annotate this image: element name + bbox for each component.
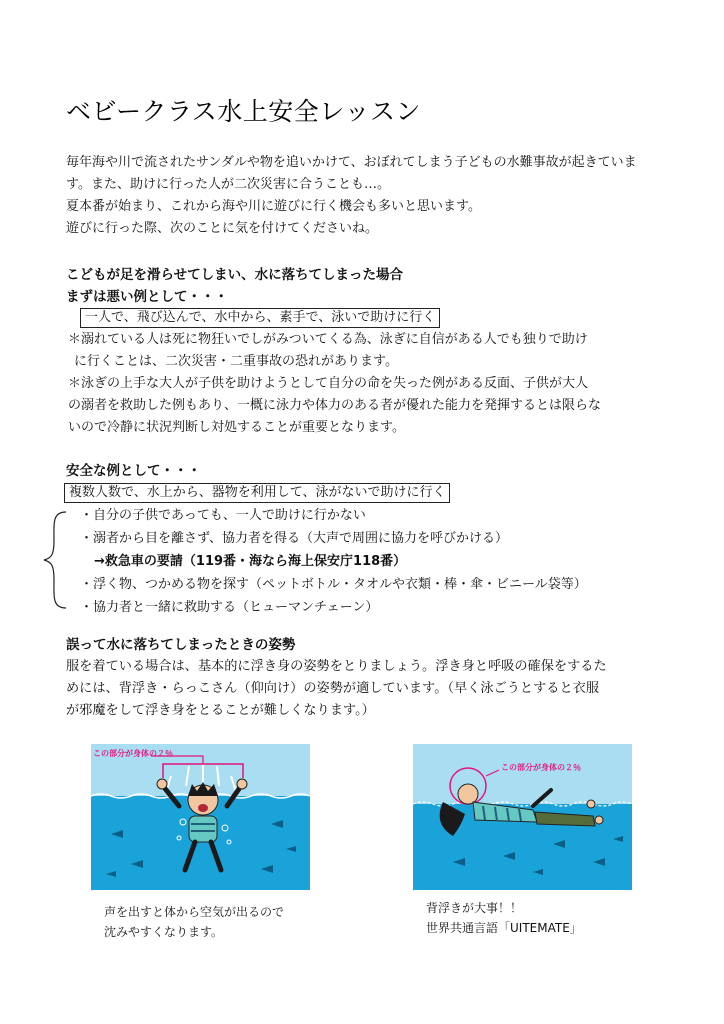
illustration-back-float <box>413 744 632 890</box>
bad-example-box: 一人で、飛び込んで、水中から、素手で、泳いで助けに行く <box>80 308 440 328</box>
intro-line: す。また、助けに行った人が二次災害に合うことも…。 <box>66 177 390 192</box>
section3-heading: 誤って水に落ちてしまったときの姿勢 <box>66 637 296 653</box>
note-line: ＊泳ぎの上手な大人が子供を助けようとして自分の命を失った例がある反面、子供が大人 <box>68 376 589 391</box>
note-line: ＊溺れている人は死に物狂いでしがみついてくる為、泳ぎに自信がある人でも独りで助け <box>68 332 588 347</box>
body-line: 服を着ている場合は、基本的に浮き身の姿勢をとりましょう。浮き身と呼吸の確保をするた <box>66 659 607 674</box>
caption-line: 背浮きが大事！！ <box>426 901 523 915</box>
illustration-label: この部分が身体の２％ <box>501 763 581 772</box>
good-example-box: 複数人数で、水上から、器物を利用して、泳がないで助けに行く <box>64 483 450 503</box>
illustration-shouting-child <box>91 744 310 890</box>
intro-line: 遊びに行った際、次のことに気を付けてくださいね。 <box>66 221 379 236</box>
bad-example-heading: まずは悪い例として・・・ <box>66 289 228 305</box>
list-item: ・浮く物、つかめる物を探す（ペットボトル・タオルや衣類・棒・傘・ビニール袋等） <box>80 577 587 592</box>
caption-left <box>104 902 284 942</box>
list-item: ・溺者から目を離さず、協力者を得る（大声で周囲に協力を呼びかける） <box>80 531 508 546</box>
caption-line: 声を出すと体から空気が出るので <box>104 905 285 919</box>
illustration-label: この部分が身体の２％ <box>93 749 173 758</box>
section1-heading: こどもが足を滑らせてしまい、水に落ちてしまった場合 <box>66 267 403 283</box>
caption-right <box>426 898 582 938</box>
list-item: ・自分の子供であっても、一人で助けに行かない <box>80 508 366 523</box>
note-line: に行くことは、二次災害・二重事故の恐れがあります。 <box>74 354 398 369</box>
intro-line: 毎年海や川で流されたサンダルや物を追いかけて、おぼれてしまう子どもの水難事故が起きていま <box>66 155 637 170</box>
curly-brace-icon <box>40 510 70 610</box>
list-item: ・協力者と一緒に救助する（ヒューマンチェーン） <box>80 600 379 615</box>
good-example-list <box>80 504 587 619</box>
intro-paragraph <box>66 152 666 240</box>
caption-line: 沈みやすくなります。 <box>104 925 224 939</box>
page-title: ベビークラス水上安全レッスン <box>66 97 422 126</box>
note-line: いので冷静に状況判断し対処することが重要となります。 <box>68 420 405 435</box>
caption-line: 世界共通言語「UITEMATE」 <box>426 921 582 935</box>
bad-example-notes <box>68 329 668 439</box>
list-item-ambulance: →救急車の要請（119番・海なら海上保安庁118番） <box>94 554 407 569</box>
body-line: が邪魔をして浮き身をとることが難しくなります。） <box>66 703 375 718</box>
intro-line: 夏本番が始まり、これから海や川に遊びに行く機会も多いと思います。 <box>66 199 481 214</box>
section3-body <box>66 656 666 722</box>
note-line: の溺者を救助した例もあり、一概に泳力や体力のある者が優れた能力を発揮するとは限らな <box>68 398 602 413</box>
good-example-heading: 安全な例として・・・ <box>66 463 201 479</box>
body-line: めには、背浮き・らっこさん（仰向け）の姿勢が適しています。（早く泳ごうとすると衣服 <box>66 681 600 696</box>
